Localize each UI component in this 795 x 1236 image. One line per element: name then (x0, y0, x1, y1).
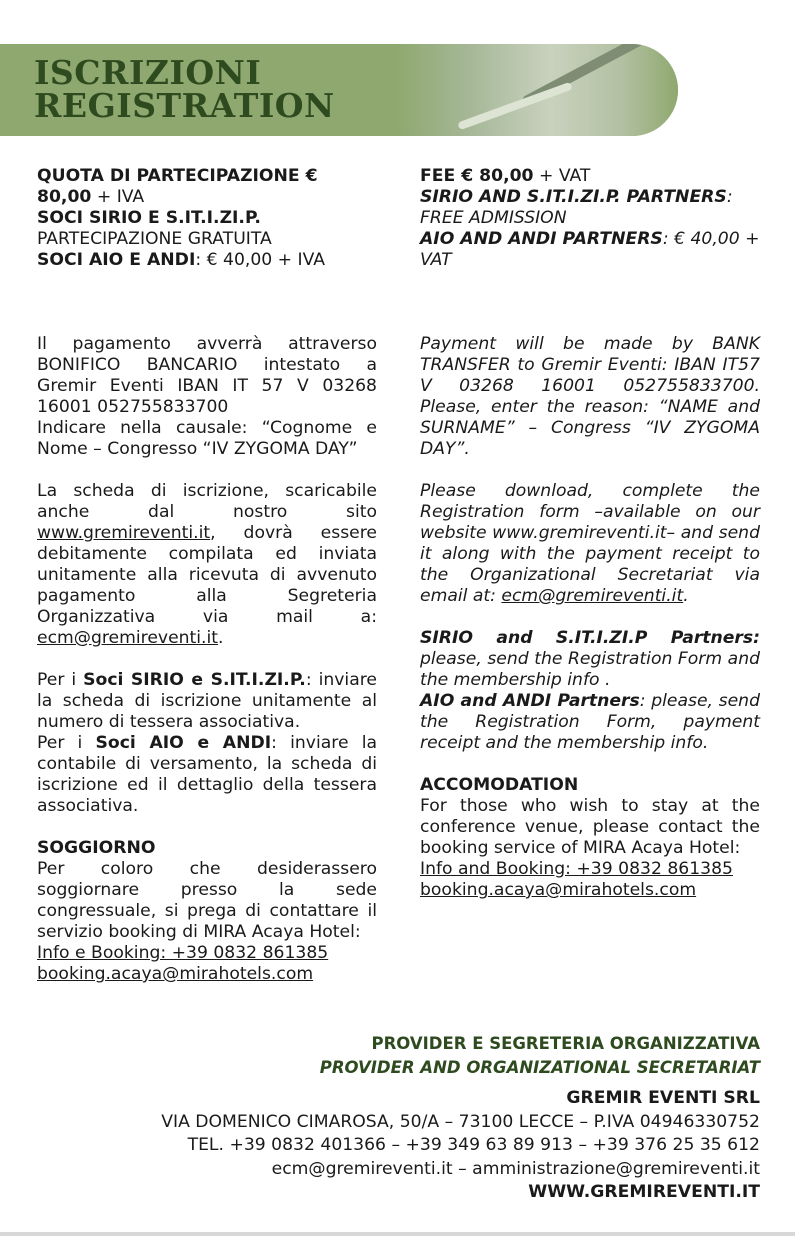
aio-value: : € 40,00 + IVA (195, 250, 326, 270)
email-link-en[interactable]: ecm@gremireventi.it (501, 586, 684, 606)
stay-email[interactable] (37, 964, 377, 985)
aio-label-en: AIO AND ANDI PARTNERS (420, 229, 663, 249)
sirio-label-en: SIRIO AND S.IT.I.ZI.P. PARTNERS (420, 187, 727, 207)
stay-phone[interactable] (37, 943, 377, 964)
fee-line (37, 166, 377, 208)
website-link[interactable]: www.gremireventi.it (37, 523, 211, 543)
sirio-bold: Soci SIRIO e S.IT.I.ZI.P. (83, 670, 306, 690)
provider-heading-it: PROVIDER E SEGRETERIA ORGANIZZATIVA (371, 1034, 760, 1053)
sirio-label (37, 208, 377, 229)
stay-email-link[interactable]: booking.acaya@mirahotels.com (37, 964, 314, 984)
company-emails[interactable]: ecm@gremireventi.it – amministrazione@gremireventi.it (271, 1158, 760, 1179)
fee-label: QUOTA DI PARTECIPAZIONE € 80,00 (37, 166, 318, 207)
aio-pre: Per i (37, 733, 96, 753)
aio-line (37, 250, 377, 271)
sirio-label-text: SOCI SIRIO E S.IT.I.ZI.P. (37, 208, 261, 228)
payment-text-en: Payment will be made by BANK TRANSFER to Gremir Eventi: IBAN IT57 V 03268 16001 052755833700. Please, enter the reason: “NAME and SURNAME” – Congress “IV ZYGOMA DAY”. (420, 334, 760, 459)
sirio-value-en: FREE ADMISSION (420, 208, 567, 228)
sirio-pre: Per i (37, 670, 84, 690)
provider-heading-en: PROVIDER AND ORGANIZATIONAL SECRETARIAT (319, 1057, 760, 1077)
company-name: GREMIR EVENTI SRL (566, 1088, 760, 1108)
aio-bold-en: AIO and ANDI Partners (420, 691, 640, 711)
aio-instructions (37, 733, 377, 817)
bottom-divider (0, 1232, 795, 1236)
sirio-bold-en: SIRIO and S.IT.I.ZI.P Partners: (420, 628, 760, 648)
fee-suffix: + IVA (91, 187, 145, 207)
fee-label-en: FEE € 80,00 (420, 166, 534, 186)
stay-heading-text-en: ACCOMODATION (420, 775, 579, 795)
aio-bold: Soci AIO e ANDI (95, 733, 272, 753)
form-text-en: Please download, complete the Registration form –available on our website www.gremireventi.it– and send it along with the payment receipt to the Organizational Secretariat via email at: (420, 481, 760, 606)
stay-phone-link-en[interactable]: Info and Booking: +39 0832 861385 (420, 859, 733, 879)
aio-line-en (420, 229, 760, 271)
company-address: VIA DOMENICO CIMAROSA, 50/A – 73100 LECCE – P.IVA 04946330752 (161, 1111, 760, 1132)
company-website[interactable]: WWW.GREMIREVENTI.IT (528, 1182, 760, 1202)
form-text-2: , dovrà essere debitamente compilata ed inviata unitamente alla ricevuta di avvenuto pagamento alla Segreteria Organizzativa via mail a: (37, 523, 377, 627)
stay-email-en[interactable] (420, 880, 760, 901)
company-phones: TEL. +39 0832 401366 – +39 349 63 89 913 – +39 376 25 35 612 (187, 1135, 760, 1155)
payment-reason: Indicare nella causale: “Cognome e Nome – Congresso “IV ZYGOMA DAY” (37, 418, 377, 459)
english-column (420, 166, 760, 901)
stay-heading-en (420, 775, 760, 796)
stay-heading-text: SOGGIORNO (37, 838, 156, 858)
aio-post: : inviare la contabile di versamento, la scheda di iscrizione ed il dettaglio della tessera associativa. (37, 733, 377, 816)
sirio-value: PARTECIPAZIONE GRATUITA (37, 229, 272, 249)
banner-photo (395, 44, 678, 136)
form-end: . (218, 628, 224, 648)
form-paragraph-en (420, 481, 760, 607)
sirio-instructions (37, 670, 377, 733)
sirio-colon-en: : (726, 187, 733, 207)
sirio-text-en: please, send the Registration Form and the membership info . (420, 649, 760, 690)
fee-suffix-en: + VAT (533, 166, 591, 186)
header-banner (0, 44, 678, 136)
aio-instructions-en (420, 691, 760, 754)
sirio-post: : inviare la scheda di iscrizione unitamente al numero di tessera associativa. (37, 670, 377, 732)
form-paragraph (37, 481, 377, 649)
sirio-instructions-en (420, 628, 760, 691)
stay-text-en: For those who wish to stay at the conference venue, please contact the booking service of MIRA Acaya Hotel: (420, 796, 760, 858)
page-title (34, 53, 335, 125)
stay-phone-en[interactable] (420, 859, 760, 880)
footer-provider (40, 1032, 760, 1205)
form-text-1: La scheda di iscrizione, scaricabile anche dal nostro sito (37, 481, 377, 522)
title-english: REGISTRATION (34, 86, 335, 125)
stay-phone-link[interactable]: Info e Booking: +39 0832 861385 (37, 943, 329, 963)
aio-label: SOCI AIO E ANDI (37, 250, 196, 270)
stay-email-link-en[interactable]: booking.acaya@mirahotels.com (420, 880, 697, 900)
form-end-en: . (683, 586, 689, 606)
aio-value-en: : € 40,00 + VAT (420, 229, 760, 270)
stay-text: Per coloro che desiderassero soggiornare presso la sede congressuale, si prega di contattare il servizio booking di MIRA Acaya Hotel: (37, 859, 377, 942)
aio-text-en: : please, send the Registration Form, payment receipt and the membership info. (420, 691, 760, 753)
sirio-line-en (420, 187, 760, 208)
surgical-tool-image-secondary (457, 82, 572, 131)
stay-heading (37, 838, 377, 859)
italian-column (37, 166, 377, 985)
payment-text: Il pagamento avverrà attraverso BONIFICO BANCARIO intestato a Gremir Eventi IBAN IT 57 V 03268 16001 052755833700 (37, 334, 377, 417)
fee-line-en (420, 166, 760, 187)
email-link[interactable]: ecm@gremireventi.it (37, 628, 219, 648)
title-italian: ISCRIZIONI (34, 53, 262, 92)
